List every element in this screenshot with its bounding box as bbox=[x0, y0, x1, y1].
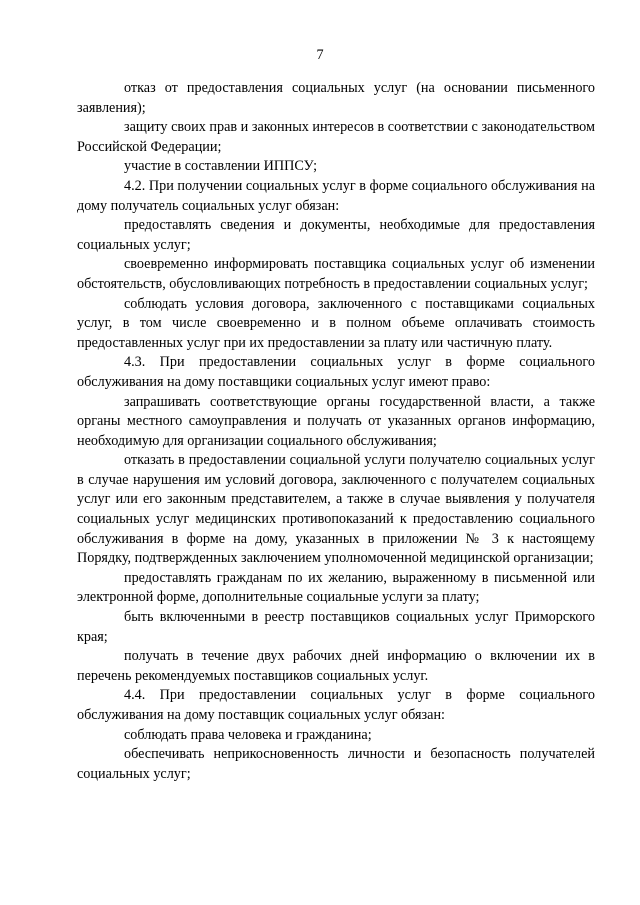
paragraph-contract-terms: соблюдать условия договора, заключенного с поставщиками социальных услуг, в том числе своевременно и в полном объеме оплачивать стоимость предоставленных услуг при их предоставлении за плату или частичную плату. bbox=[77, 295, 595, 351]
paragraph-refuse-service: отказать в предоставлении социальной услуги получателю социальных услуг в случае нарушения им условий договора, заключенного с получателем социальных услуг или его законным представителем, а также в случае выявления у получателя социальных услуг медицинских противопоказаний к предоставлению социального обслуживания в форме на дому, указанных в приложении № 3 к настоящему Порядку, подтвержденных заключением уполномоченной медицинской организации; bbox=[77, 452, 595, 567]
paragraph-rights-refusal: отказ от предоставления социальных услуг (на основании письменного заявления); bbox=[77, 80, 595, 116]
document-body bbox=[77, 79, 595, 784]
paragraph-provide-documents: предоставлять сведения и документы, необходимые для предоставления социальных услуг; bbox=[77, 217, 595, 253]
paragraph-section-4-4: 4.4. При предоставлении социальных услуг в форме социального обслуживания на дому поставщик социальных услуг обязан: bbox=[77, 687, 595, 723]
paragraph-rights-protection: защиту своих прав и законных интересов в соответствии с законодательством Российской Федерации; bbox=[77, 119, 595, 155]
paragraph-receive-info: получать в течение двух рабочих дней информацию о включении их в перечень рекомендуемых поставщиков социальных услуг. bbox=[77, 648, 595, 684]
paragraph-section-4-3: 4.3. При предоставлении социальных услуг в форме социального обслуживания на дому поставщики социальных услуг имеют право: bbox=[77, 354, 595, 390]
paragraph-section-4-2: 4.2. При получении социальных услуг в форме социального обслуживания на дому получатель социальных услуг обязан: bbox=[77, 177, 595, 214]
paragraph-ippsu-participation: участие в составлении ИППСУ; bbox=[124, 158, 318, 175]
paragraph-security: обеспечивать неприкосновенность личности и безопасность получателей социальных услуг; bbox=[77, 746, 595, 782]
paragraph-registry-inclusion: быть включенными в реестр поставщиков социальных услуг Приморского края; bbox=[77, 609, 595, 645]
paragraph-human-rights: соблюдать права человека и гражданина; bbox=[124, 726, 372, 743]
paragraph-request-authorities: запрашивать соответствующие органы государственной власти, а также органы местного самоуправления и получать от указанных органов информацию, необходимую для организации социального обслуживания; bbox=[77, 393, 595, 449]
paragraph-inform-provider: своевременно информировать поставщика социальных услуг об изменении обстоятельств, обусловливающих потребность в предоставлении социальных услуг; bbox=[77, 256, 595, 292]
paragraph-additional-services: предоставлять гражданам по их желанию, выраженному в письменной или электронной форме, дополнительные социальные услуги за плату; bbox=[77, 569, 595, 606]
page-number: 7 bbox=[316, 47, 324, 63]
